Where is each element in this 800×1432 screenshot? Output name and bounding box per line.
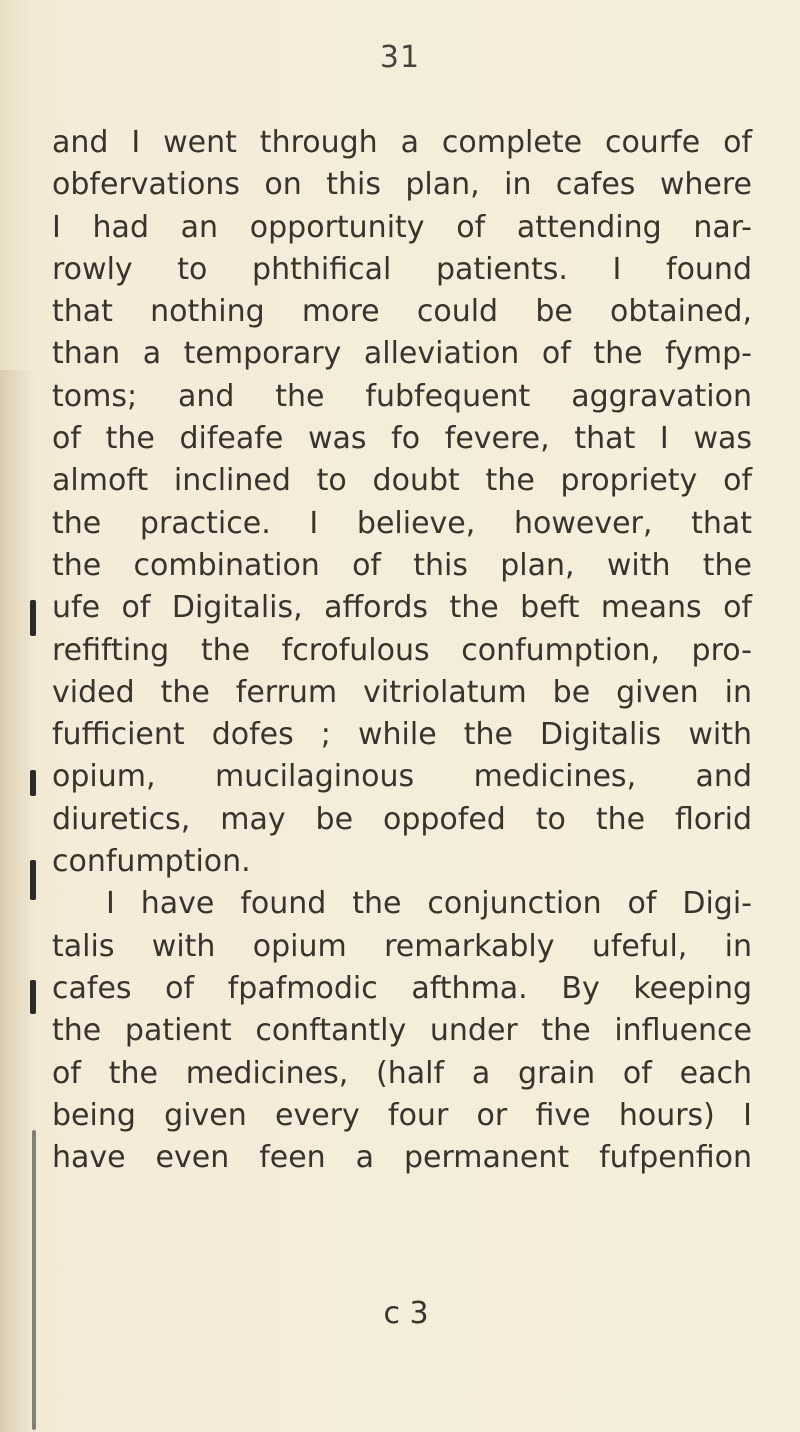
text-line: almoft inclined to doubt the propriety of: [52, 463, 752, 499]
text-line: of the medicines, (half a grain of each: [52, 1055, 752, 1091]
text-line: and I went through a complete courfe of: [52, 125, 752, 160]
text-line-indented: I have found the conjunction of Digi-: [106, 886, 752, 922]
binding-mark: [30, 980, 36, 1014]
text-line: refifting the fcrofulous confumption, pro-: [52, 632, 752, 668]
text-line: obfervations on this plan, in cafes where: [52, 167, 752, 203]
text-line: vided the ferrum vitriolatum be given in: [52, 674, 752, 710]
text-line: talis with opium remarkably ufeful, in: [52, 928, 752, 964]
text-line: opium, mucilaginous medicines, and: [52, 759, 752, 795]
text-line: that nothing more could be obtained,: [52, 294, 752, 330]
binding-mark: [30, 770, 36, 796]
text-line: confumption.: [52, 844, 251, 880]
text-line: being given every four or five hours) I: [52, 1097, 752, 1133]
text-line: toms; and the fubfequent aggravation: [52, 378, 752, 414]
text-line: have even feen a permanent fufpenfion: [52, 1140, 752, 1176]
text-line: the patient conftantly under the influence: [52, 1013, 752, 1049]
text-line: of the difeafe was fo fevere, that I was: [52, 421, 752, 457]
text-line: rowly to phthifical patients. I found: [52, 251, 752, 287]
text-line: the practice. I believe, however, that: [52, 505, 752, 541]
text-line: cafes of fpafmodic afthma. By keeping: [52, 970, 752, 1006]
binding-mark: [32, 1130, 36, 1430]
text-line: I had an opportunity of attending nar-: [52, 209, 752, 245]
body-text: [52, 122, 752, 1179]
binding-mark: [30, 600, 36, 636]
text-line: ufe of Digitalis, affords the beft means of: [52, 590, 752, 626]
text-line: the combination of this plan, with the: [52, 547, 752, 583]
binding-mark: [30, 860, 36, 900]
text-line: diuretics, may be oppofed to the florid: [52, 801, 752, 837]
text-line: than a temporary alleviation of the fymp-: [52, 336, 752, 372]
page-number: 31: [379, 40, 421, 75]
text-line: fufficient dofes ; while the Digitalis with: [52, 717, 752, 753]
signature-mark: c 3: [383, 1296, 429, 1331]
binding-edge: [0, 370, 34, 1432]
